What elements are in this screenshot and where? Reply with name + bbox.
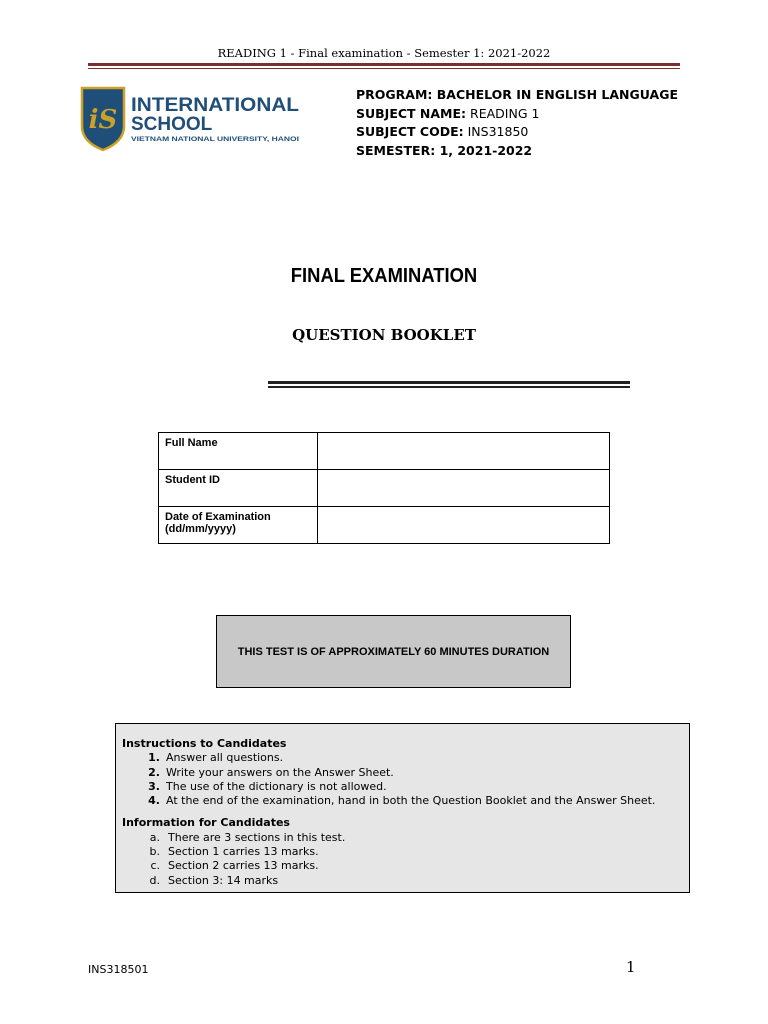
logo-line1: INTERNATIONAL [131,95,300,116]
logo-monogram: iS [88,105,118,135]
list-item [122,780,689,794]
item-number: 2. [148,765,160,779]
header-rule-thin [88,68,680,69]
item-text: There are 3 sections in this test. [168,830,346,844]
item-letter: b. [149,845,160,859]
item-text: Write your answers on the Answer Sheet. [166,765,394,779]
item-text: At the end of the examination, hand in both the Question Booklet and the Answer Sheet. [166,794,656,808]
full-name-label: Full Name [159,433,318,470]
list-item [122,859,689,873]
header-rule [88,63,680,66]
running-header: READING 1 - Final examination - Semester 1: 2021-2022 [217,46,551,60]
item-number: 3. [148,779,160,793]
list-item [122,831,689,845]
student-id-field[interactable] [318,470,610,507]
footer-code: INS318501 [88,963,149,976]
subject-code-label: SUBJECT CODE: [356,124,464,139]
exam-date-label: Date of Examination (dd/mm/yyyy) [159,507,318,544]
item-letter: a. [149,830,160,844]
item-text: Answer all questions. [166,751,284,765]
double-rule-bottom [268,386,630,388]
program-info [356,86,678,160]
subject-name-label: SUBJECT NAME: [356,105,467,121]
logo-line2: SCHOOL [131,114,213,135]
list-item [122,794,689,808]
information-heading: Information for Candidates [122,816,290,830]
duration-notice [216,615,571,688]
subject-name-value: READING 1 [470,105,540,121]
instructions-heading: Instructions to Candidates [122,737,287,750]
semester-label: SEMESTER: 1, 2021-2022 [356,142,533,158]
list-item [122,751,689,765]
table-row [159,470,610,507]
item-text: The use of the dictionary is not allowed. [166,779,387,793]
program-label: PROGRAM: BACHELOR IN ENGLISH LANGUAGE [356,87,679,102]
candidate-info-table [158,432,610,544]
list-item [122,874,689,888]
item-letter: c. [150,859,160,873]
item-number: 1. [148,751,160,765]
page-number: 1 [626,958,636,976]
item-letter: d. [149,873,160,887]
duration-text: THIS TEST IS OF APPROXIMATELY 60 MINUTES DURATION [237,645,550,658]
list-item [122,845,689,859]
list-item [122,766,689,780]
subject-code-value: INS31850 [467,124,529,139]
page-subtitle: QUESTION BOOKLET [292,326,476,344]
exam-date-field[interactable] [318,507,610,544]
table-row [159,433,610,470]
table-row [159,507,610,544]
item-text: Section 1 carries 13 marks. [168,845,319,859]
item-number: 4. [148,794,160,808]
logo-line3: VIETNAM NATIONAL UNIVERSITY, HANOI [131,136,300,143]
instructions-box [115,723,690,893]
full-name-field[interactable] [318,433,610,470]
double-rule-top [268,381,630,384]
page-title: FINAL EXAMINATION [290,265,478,287]
school-logo [80,86,302,152]
item-text: Section 3: 14 marks [168,873,279,887]
item-text: Section 2 carries 13 marks. [168,859,319,873]
student-id-label: Student ID [159,470,318,507]
